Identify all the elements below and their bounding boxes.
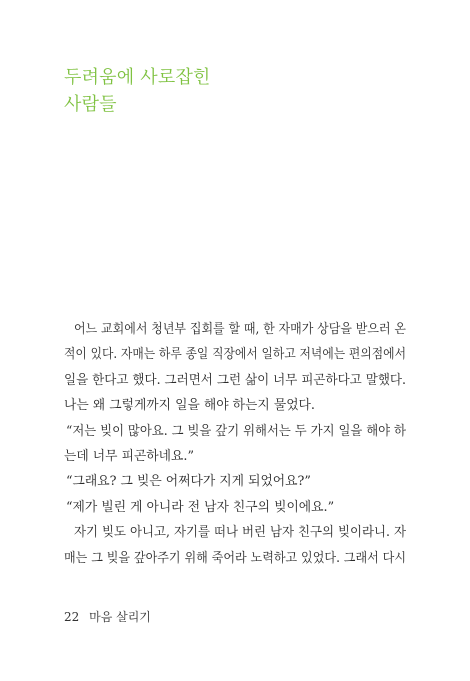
chapter-title: [64, 64, 404, 118]
body-line: “제가 빌린 게 아니라 전 남자 친구의 빚이에요.”: [66, 499, 335, 515]
body-line: 어느 교회에서 청년부 집회를 할 때, 한 자매가 상담을 받으러 온: [74, 322, 406, 337]
body-line: 적이 있다. 자매는 하루 종일 직장에서 일하고 저녁에는 편의점에서: [64, 347, 406, 363]
body-line: 일을 한다고 했다. 그러면서 그런 삶이 너무 피곤하다고 말했다.: [64, 372, 406, 388]
body-line: “저는 빚이 많아요. 그 빚을 갚기 위해서는 두 가지 일을 해야 하: [66, 423, 406, 439]
body-text: [64, 317, 406, 571]
page-footer: [64, 609, 151, 625]
page-number: 22: [64, 610, 80, 624]
chapter-title-line-1: 두려움에 사로잡힌: [64, 67, 211, 88]
book-title: 마음 살리기: [89, 610, 151, 624]
body-line: 는데 너무 피곤하네요.”: [64, 449, 195, 465]
chapter-title-line-2: 사람들: [64, 94, 117, 115]
body-line: 매는 그 빚을 갚아주기 위해 죽어라 노력하고 있었다. 그래서 다시: [64, 550, 406, 566]
body-line: 나는 왜 그렇게까지 일을 해야 하는지 물었다.: [64, 398, 315, 414]
body-line: “그래요? 그 빚은 어쩌다가 지게 되었어요?”: [66, 474, 311, 490]
body-line: 자기 빚도 아니고, 자기를 떠나 버린 남자 친구의 빚이라니. 자: [74, 525, 406, 541]
